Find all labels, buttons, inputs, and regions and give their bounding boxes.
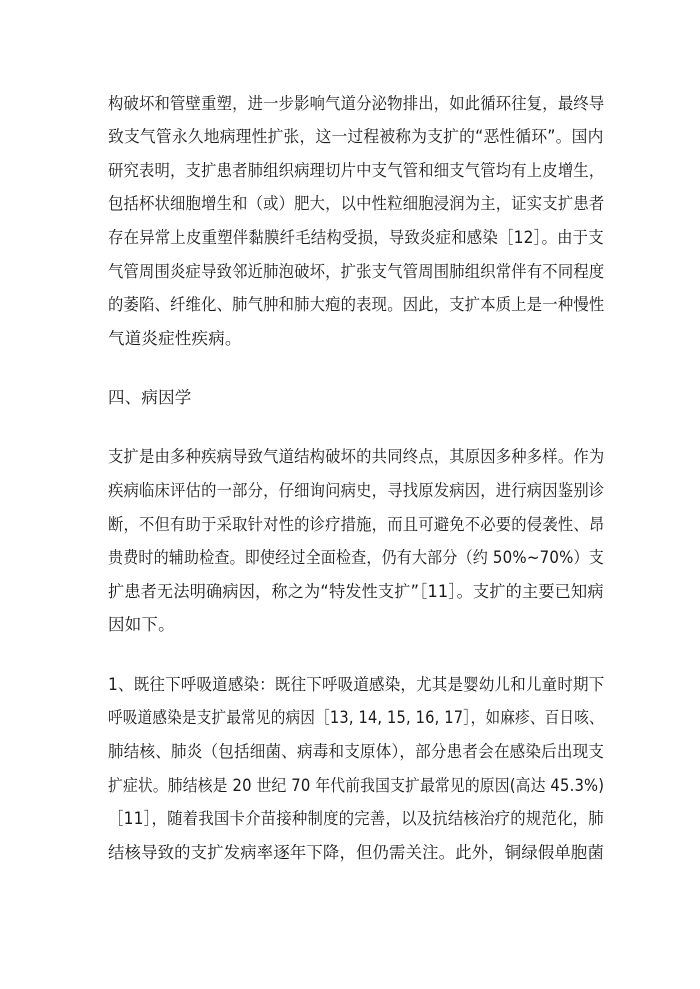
text-line: 扩患者无法明确病因，称之为“特发性支扩”［11］。支扩的主要已知病 (108, 582, 604, 601)
text-line: 1、既往下呼吸道感染：既往下呼吸道感染，尤其是婴幼儿和儿童时期下 (108, 675, 605, 694)
text-line: 的萎陷、纤维化、肺气肿和肺大疱的表现。因此，支扩本质上是一种慢性 (108, 295, 605, 314)
text-line: 扩症状。肺结核是 20 世纪 70 年代前我国支扩最常见的原因(高达 45.3%) (108, 776, 605, 795)
text-line: 疾病临床评估的一部分，仔细询问病史，寻找原发病因，进行病因鉴别诊 (108, 481, 605, 500)
text-line: 气管周围炎症导致邻近肺泡破坏，扩张支气管周围肺组织常伴有不同程度 (108, 262, 605, 281)
text-line: 断，不但有助于采取针对性的诊疗措施，而且可避免不必要的侵袭性、昂 (108, 515, 605, 534)
text-line: 存在异常上皮重塑伴黏膜纤毛结构受损，导致炎症和感染［12］。由于支 (108, 228, 604, 247)
text-line: 构破坏和管壁重塑，进一步影响气道分泌物排出，如此循环往复，最终导 (108, 94, 605, 113)
section-heading: 四、病因学 (108, 388, 192, 407)
text-line: 致支气管永久地病理性扩张，这一过程被称为支扩的“恶性循环”。国内 (108, 127, 604, 146)
text-line: 研究表明，支扩患者肺组织病理切片中支气管和细支气管均有上皮增生， (108, 161, 605, 180)
text-line: 贵费时的辅助检查。即使经过全面检查，仍有大部分（约 50%~70%）支 (108, 548, 604, 567)
text-line: 因如下。 (108, 615, 175, 634)
text-line: 包括杯状细胞增生和（或）肥大，以中性粒细胞浸润为主，证实支扩患者 (108, 194, 605, 213)
text-line: ［11］，随着我国卡介苗接种制度的完善，以及抗结核治疗的规范化，肺 (108, 809, 604, 828)
text-line: 呼吸道感染是支扩最常见的病因［13, 14, 15, 16, 17］，如麻疹、百日咳、 (108, 708, 604, 727)
text-line: 气道炎症性疾病。 (108, 329, 242, 348)
text-line: 结核导致的支扩发病率逐年下降，但仍需关注。此外，铜绿假单胞菌 (108, 843, 604, 862)
text-line: 支扩是由多种疾病导致气道结构破坏的共同终点，其原因多种多样。作为 (108, 447, 605, 466)
text-line: 肺结核、肺炎（包括细菌、病毒和支原体），部分患者会在感染后出现支 (108, 742, 605, 761)
